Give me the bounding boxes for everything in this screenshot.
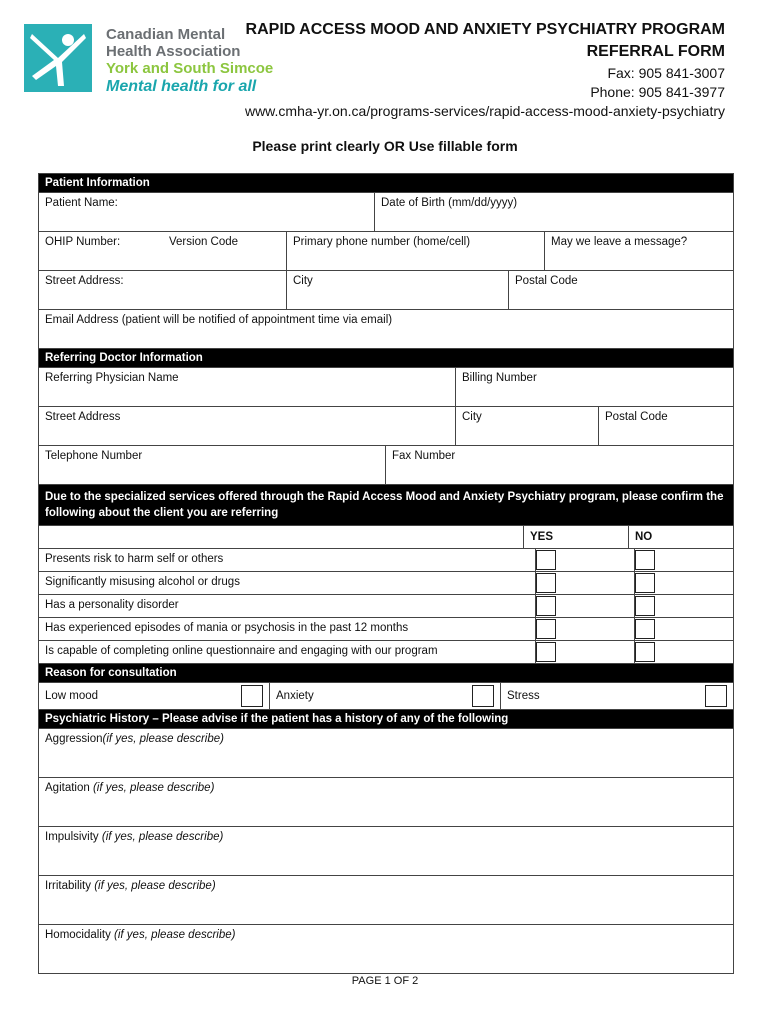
no-checkbox[interactable]: [635, 573, 655, 593]
physician-name-field[interactable]: Referring Physician Name: [39, 368, 456, 406]
confirm-row: [39, 618, 733, 641]
cmha-logo: [24, 24, 92, 92]
confirm-question: Has a personality disorder: [45, 599, 179, 611]
confirm-question: Is capable of completing online questionnaire and engaging with our program: [45, 645, 438, 657]
yes-checkbox[interactable]: [536, 596, 556, 616]
confirm-question: Has experienced episodes of mania or psychosis in the past 12 months: [45, 622, 409, 634]
figure-icon: [24, 24, 92, 92]
page-number: PAGE 1 OF 2: [351, 975, 419, 987]
confirm-question: Presents risk to harm self or others: [45, 553, 224, 565]
patient-street-field[interactable]: Street Address:: [39, 271, 287, 309]
no-checkbox[interactable]: [635, 619, 655, 639]
history-row[interactable]: [39, 729, 733, 778]
phone-number: Phone: 905 841-3977: [590, 84, 725, 100]
dob-field[interactable]: Date of Birth (mm/dd/yyyy): [381, 197, 518, 209]
yes-checkbox[interactable]: [536, 550, 556, 570]
patient-city-field[interactable]: City: [287, 271, 509, 309]
history-hint: (if yes, please describe): [92, 782, 215, 794]
no-checkbox[interactable]: [635, 596, 655, 616]
history-label: Agitation: [45, 782, 93, 794]
yes-column-header: YES: [523, 526, 628, 548]
confirm-row: [39, 595, 733, 618]
instruction-text: Please print clearly OR Use fillable form: [252, 138, 518, 154]
reason-anxiety: [270, 683, 501, 709]
yes-checkbox[interactable]: [536, 642, 556, 662]
stress-label: Stress: [507, 690, 540, 702]
doctor-postal-field[interactable]: Postal Code: [605, 411, 668, 423]
history-label: Homocidality: [45, 929, 115, 941]
no-checkbox[interactable]: [635, 642, 655, 662]
history-hint: (if yes, please describe): [114, 929, 236, 941]
anxiety-label: Anxiety: [276, 690, 314, 702]
doctor-street-field[interactable]: Street Address: [39, 407, 456, 445]
leave-message-field[interactable]: May we leave a message?: [551, 236, 688, 248]
patient-name-field[interactable]: Patient Name:: [39, 193, 375, 231]
ohip-label: OHIP Number:: [45, 236, 121, 248]
confirm-row: [39, 572, 733, 595]
history-label: Impulsivity: [45, 831, 102, 843]
doctor-telephone-field[interactable]: Telephone Number: [39, 446, 386, 484]
stress-checkbox[interactable]: [705, 685, 727, 707]
history-label: Aggression: [45, 733, 103, 745]
section-header-confirm: Due to the specialized services offered through the Rapid Access Mood and Anxiety Psychiatry program, please confirm the following about the client you are referring: [39, 485, 733, 526]
doctor-fax-field[interactable]: Fax Number: [392, 450, 456, 462]
history-row[interactable]: [39, 827, 733, 876]
referral-form: [38, 173, 734, 974]
patient-postal-field[interactable]: Postal Code: [515, 275, 578, 287]
history-row[interactable]: [39, 778, 733, 827]
reason-stress: [501, 683, 733, 709]
yes-checkbox[interactable]: [536, 619, 556, 639]
version-code-label: Version Code: [169, 236, 239, 248]
history-label: Irritability: [45, 880, 95, 892]
org-region: York and South Simcoe: [106, 60, 274, 77]
low-mood-checkbox[interactable]: [241, 685, 263, 707]
history-hint: (if yes, please describe): [102, 733, 224, 745]
history-row[interactable]: [39, 876, 733, 925]
org-name-line2: Health Association: [106, 43, 241, 60]
low-mood-label: Low mood: [45, 690, 99, 702]
yes-checkbox[interactable]: [536, 573, 556, 593]
fax-number: Fax: 905 841-3007: [607, 65, 725, 81]
org-tagline: Mental health for all: [106, 78, 257, 95]
history-hint: (if yes, please describe): [101, 831, 224, 843]
doctor-city-field[interactable]: City: [456, 407, 599, 445]
no-column-header: NO: [628, 526, 733, 548]
primary-phone-field[interactable]: Primary phone number (home/cell): [287, 232, 545, 270]
history-row[interactable]: [39, 925, 733, 974]
form-subtitle: REFERRAL FORM: [586, 43, 725, 60]
no-checkbox[interactable]: [635, 550, 655, 570]
form-title: RAPID ACCESS MOOD AND ANXIETY PSYCHIATRY PROGRAM: [245, 21, 725, 38]
history-hint: (if yes, please describe): [94, 880, 216, 892]
confirm-question: Significantly misusing alcohol or drugs: [45, 576, 240, 588]
reason-low-mood: [39, 683, 270, 709]
section-header-doctor: Referring Doctor Information: [39, 349, 733, 368]
section-header-reason: Reason for consultation: [39, 664, 733, 683]
website-url[interactable]: www.cmha-yr.on.ca/programs-services/rapid-access-mood-anxiety-psychiatry: [244, 103, 725, 119]
confirm-spacer: [39, 526, 523, 548]
section-header-patient: Patient Information: [39, 174, 733, 193]
confirm-row: [39, 549, 733, 572]
confirm-row: [39, 641, 733, 664]
section-header-history: Psychiatric History – Please advise if the patient has a history of any of the following: [39, 710, 733, 729]
ohip-field[interactable]: [39, 232, 287, 270]
email-field[interactable]: Email Address (patient will be notified of appointment time via email): [45, 314, 393, 326]
billing-number-field[interactable]: Billing Number: [462, 372, 537, 384]
anxiety-checkbox[interactable]: [472, 685, 494, 707]
org-name-line1: Canadian Mental: [106, 26, 226, 43]
